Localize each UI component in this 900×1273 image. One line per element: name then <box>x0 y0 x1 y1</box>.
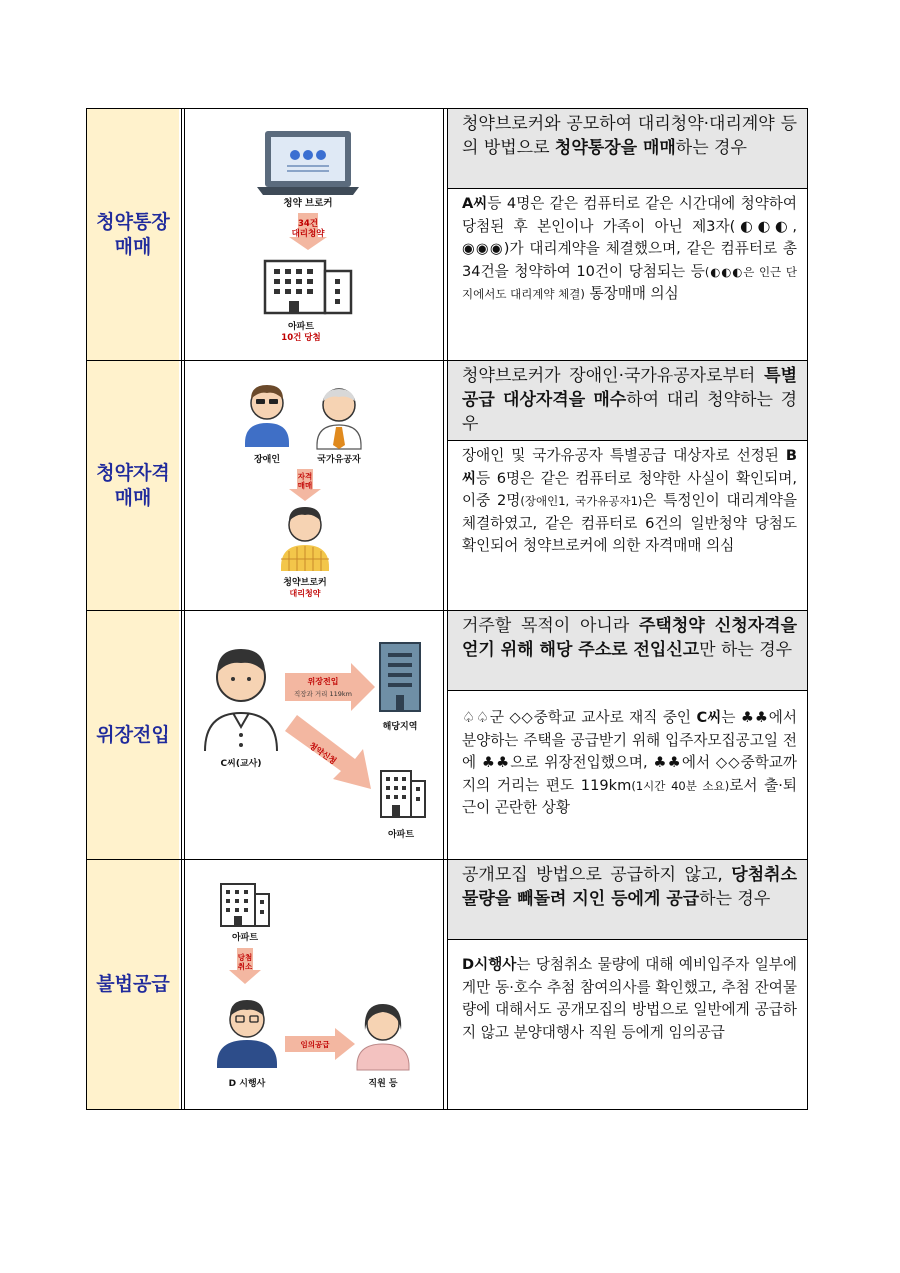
case-summary: 청약브로커가 장애인·국가유공자로부터 특별공급 대상자격을 매수하여 대리 청약하는 경우 <box>448 361 807 441</box>
illustration-broker <box>185 109 443 360</box>
apartment-icon <box>381 771 425 817</box>
category-cell: 청약통장 매매 <box>87 109 179 360</box>
apartment-label: 아파트 <box>231 933 259 943</box>
apartment-label: 아파트 <box>387 830 415 840</box>
win-count-label: 10건 당첨 <box>281 333 321 343</box>
staff-label: 직원 등 <box>368 1079 398 1089</box>
arrow-label-distance: 직장과 거리 119km <box>293 690 353 698</box>
illustration-illegal-supply <box>185 860 443 1109</box>
arrow-label-trade: 매매 <box>297 481 313 490</box>
case-summary: 거주할 목적이 아니라 주택청약 신청자격을 얻기 위해 해당 주소로 전입신고만 하는 경우 <box>448 611 807 691</box>
developer-label: D 시행사 <box>228 1079 266 1089</box>
table-row <box>87 859 807 1109</box>
category-cell: 청약자격 매매 <box>87 361 179 610</box>
arrow-label-count: 34건 <box>297 219 319 229</box>
apartment-label: 아파트 <box>287 322 315 332</box>
area-label: 해당지역 <box>382 722 418 732</box>
arrow-label-apply: 청약신청 <box>307 740 338 766</box>
arrow-label-cancel: 취소 <box>237 962 253 971</box>
broker-label: 청약브로커 <box>283 578 327 588</box>
table-row <box>87 360 807 610</box>
case-summary: 공개모집 방법으로 공급하지 않고, 당첨취소 물량을 빼돌려 지인 등에게 공급하는 경우 <box>448 860 807 940</box>
case-detail: D시행사는 당첨취소 물량에 대해 예비입주자 일부에게만 동·호수 추첨 참여의사를 확인했고, 추첨 잔여물량에 대해서도 공개모집의 방법으로 일반에게 공급하지 않고 분양대행사 직원 등에게 임의공급 <box>462 956 797 1041</box>
merit-label: 국가유공자 <box>317 455 361 465</box>
building-office-icon <box>380 643 420 711</box>
disabled-label: 장애인 <box>253 455 281 465</box>
arrow-label-move: 위장전입 <box>307 677 339 686</box>
laptop-icon <box>257 131 359 195</box>
arrow-label-proxy: 대리청약 <box>291 229 325 239</box>
teacher-label: C씨(교사) <box>220 759 262 769</box>
apartment-icon <box>221 884 269 926</box>
case-detail: ♤♤군 ◇◇중학교 교사로 재직 중인 C씨는 ♣♣에서 분양하는 주택을 공급받기 위해 입주자모집공고일 전에 ♣♣으로 위장전입했으며, ♣♣에서 ◇◇중학교까지의 거리는 편도 119km(1시간 40분 소요)로서 출·퇴근이 곤란한 상황 <box>462 709 798 816</box>
person-merit-icon <box>317 389 361 449</box>
illustration-false-address <box>185 611 443 859</box>
table-row <box>87 610 807 859</box>
person-teacher-icon <box>205 649 277 751</box>
illustration-eligibility <box>185 361 443 610</box>
case-detail: 장애인 및 국가유공자 특별공급 대상자로 선정된 B씨등 6명은 같은 컴퓨터로 청약한 사실이 확인되며, 이중 2명(장애인1, 국가유공자1)은 특정인이 대리계약을 체결하였고, 같은 컴퓨터로 6건의 일반청약 당첨도 확인되어 청약브로커에 의한 자격매매 의심 <box>462 447 797 554</box>
person-staff-icon <box>357 1004 409 1070</box>
case-detail: A씨등 4명은 같은 컴퓨터로 같은 시간대에 청약하여 당첨된 후 본인이나 가족이 아닌 제3자(◐◐◐, ◉◉◉)가 대리계약을 체결했으며, 같은 컴퓨터로 총 34건을 청약하여 10건이 당첨되는 등(◐◐◐은 인근 단지에서도 대리계약 체결) 통장매매 의심 <box>462 195 797 302</box>
broker-label: 청약 브로커 <box>283 198 333 209</box>
apartment-icon <box>265 261 351 313</box>
arrow-right-icon <box>285 663 375 711</box>
arrow-label-win: 당첨 <box>237 953 253 962</box>
person-broker-icon <box>281 507 329 571</box>
person-developer-icon <box>217 1000 277 1068</box>
fraud-type-table <box>86 108 808 1110</box>
arrow-label-qual: 자격 <box>297 472 313 481</box>
case-summary: 청약브로커와 공모하여 대리청약·대리계약 등의 방법으로 청약통장을 매매하는 경우 <box>448 109 807 189</box>
arrow-label-discretionary: 임의공급 <box>300 1040 330 1049</box>
category-cell: 불법공급 <box>87 860 179 1109</box>
person-disabled-icon <box>245 385 289 447</box>
category-cell: 위장전입 <box>87 611 179 859</box>
proxy-label: 대리청약 <box>289 589 321 598</box>
table-row <box>87 109 807 360</box>
